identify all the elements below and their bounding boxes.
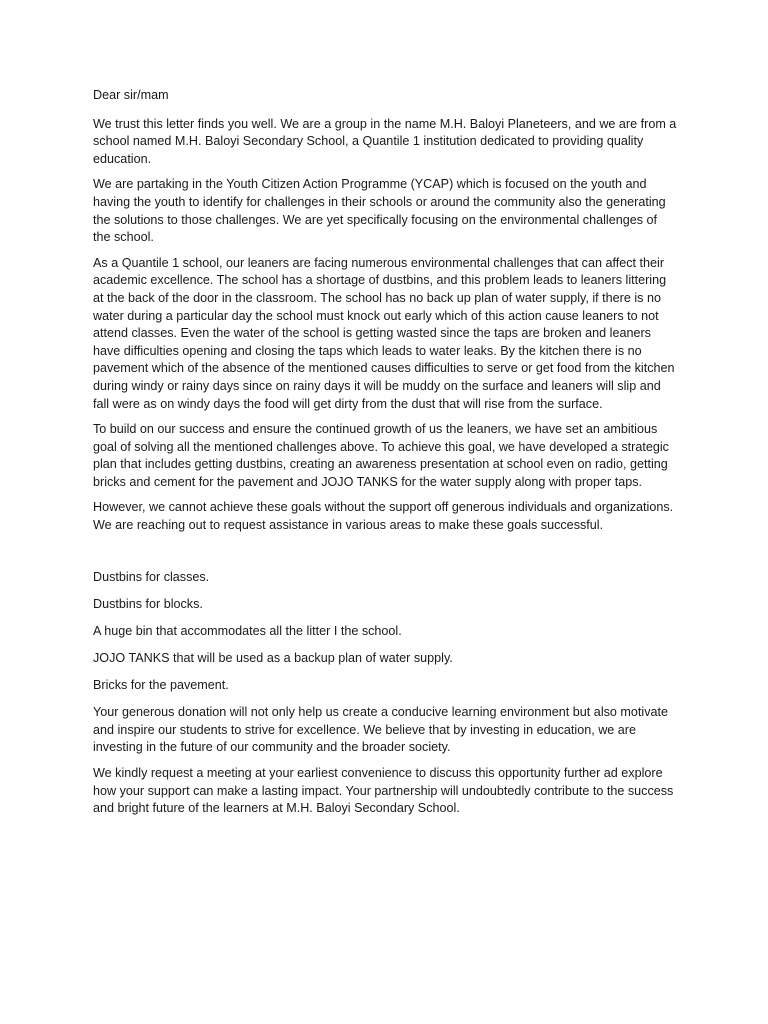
donation-paragraph: Your generous donation will not only help us create a conducive learning environment but also motivate and inspire our students to strive for excellence. We believe that by investing in education, we are investing in the future of our community and the broader society.: [93, 705, 669, 755]
support-paragraph: However, we cannot achieve these goals without the support off generous individuals and organizations. We are reaching out to request assistance in various areas to make these goals successful.: [93, 500, 674, 533]
intro-paragraph: We trust this letter finds you well. We are a group in the name M.H. Baloyi Planeteers, and we are from a school named M.H. Baloyi Secondary School, a Quantile 1 institution dedicated to providing quality education.: [93, 116, 677, 166]
needs-item: Dustbins for blocks.: [93, 596, 203, 611]
needs-list: [93, 569, 678, 695]
ycap-paragraph: We are partaking in the Youth Citizen Action Programme (YCAP) which is focused on the youth and having the youth to identify for challenges in their schools or around the community also the generating the solutions to those challenges. We are yet specifically focusing on the environmental challenges of the school.: [93, 177, 666, 245]
needs-item: A huge bin that accommodates all the litter I the school.: [93, 623, 402, 638]
needs-item: Bricks for the pavement.: [93, 678, 229, 693]
challenges-paragraph: As a Quantile 1 school, our leaners are facing numerous environmental challenges that can affect their academic excellence. The school has a shortage of dustbins, and this problem leads to leaners littering at the back of the door in the classroom. The school has no back up plan of water supply, if there is no water during a particular day the school must knock out early which of this action cause leaners to not attend classes. Even the water of the school is getting wasted since the taps are broken and leaners have difficulties opening and closing the taps which leads to water leaks. By the kitchen there is no pavement which of the absence of the mentioned causes difficulties to serve or get food from the kitchen during windy or rainy days since on rainy days it will be muddy on the surface and leaners will slip and fall were as on windy days the food will get dirty from the dust that will rise from the surface.: [93, 255, 675, 411]
salutation: Dear sir/mam: [93, 88, 169, 102]
meeting-request-paragraph: We kindly request a meeting at your earliest convenience to discuss this opportunity further ad explore how your support can make a lasting impact. Your partnership will undoubtedly contribute to the success and bright future of the learners at M.H. Baloyi Secondary School.: [93, 765, 674, 816]
section-gap: [93, 543, 678, 569]
needs-item: JOJO TANKS that will be used as a backup plan of water supply.: [93, 650, 453, 665]
plan-paragraph: To build on our success and ensure the continued growth of us the leaners, we have set an ambitious goal of solving all the mentioned challenges above. To achieve this goal, we have developed a strategic plan that includes getting dustbins, creating an awareness presentation at school even on radio, getting bricks and cement for the pavement and JOJO TANKS for the water supply along with proper taps.: [93, 422, 669, 489]
needs-item: Dustbins for classes.: [93, 569, 210, 584]
